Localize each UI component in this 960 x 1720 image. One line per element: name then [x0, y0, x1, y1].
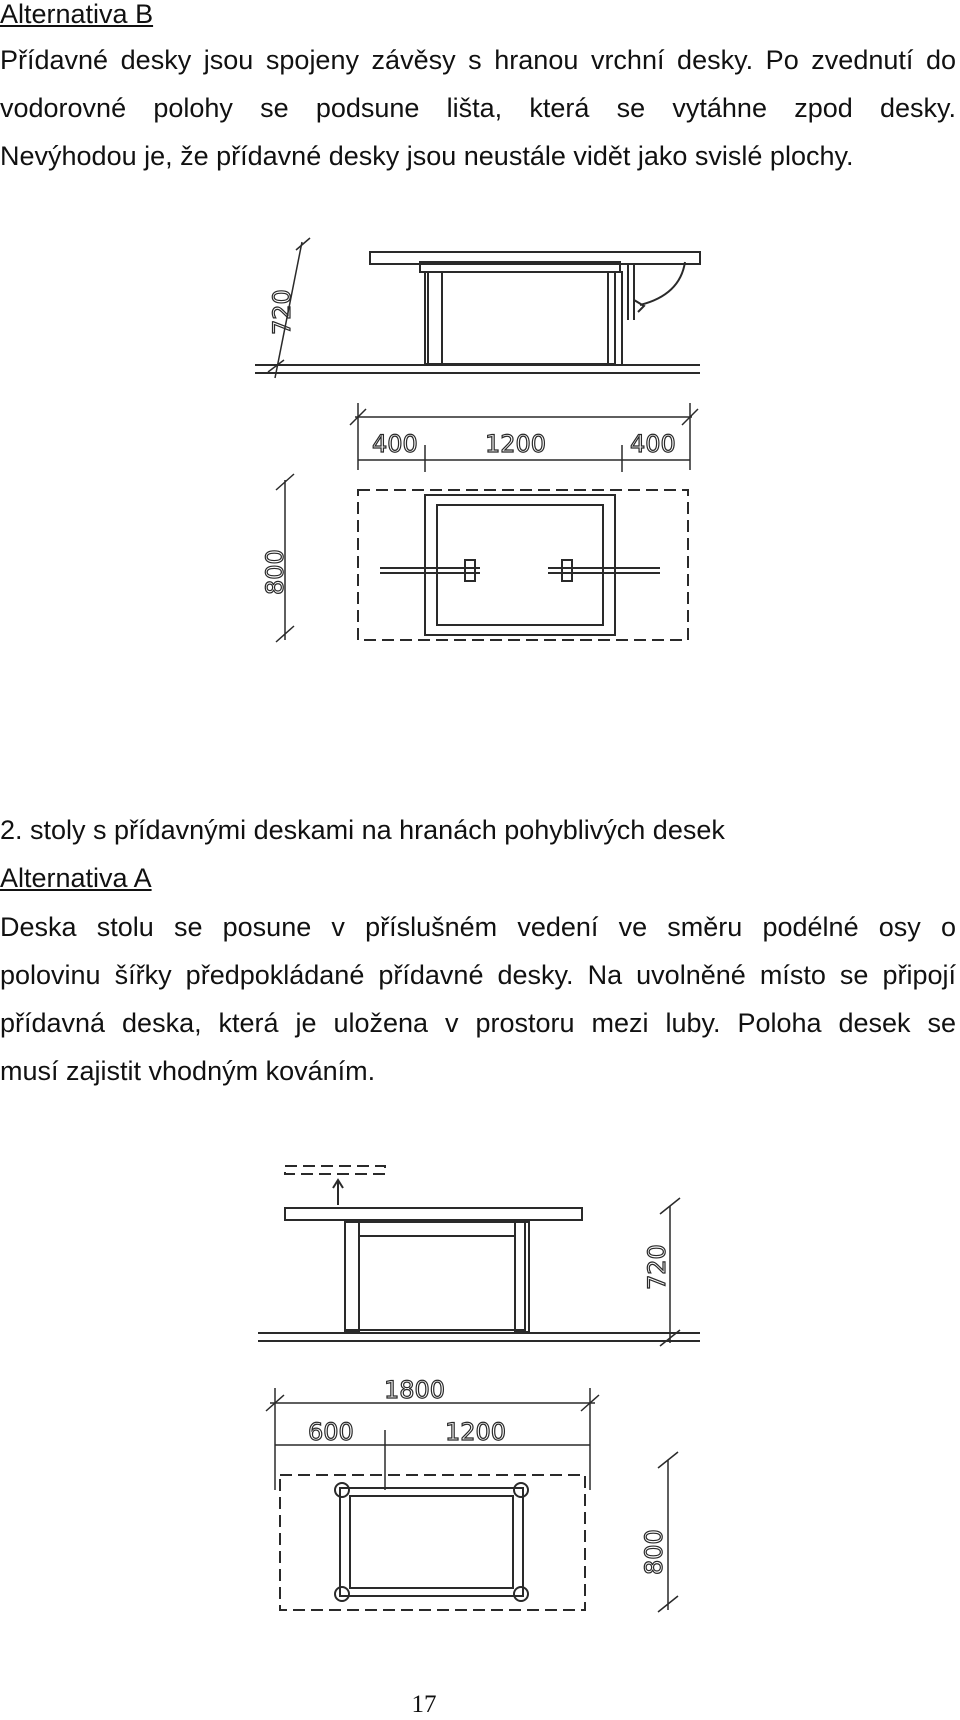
dimension-label: 800: [261, 549, 289, 595]
depth-dimension: [640, 1452, 678, 1612]
paragraph-alternativa-a: [0, 903, 956, 1095]
heading-alternativa-a: Alternativa A: [0, 863, 152, 893]
page-number: 17: [411, 1691, 437, 1718]
height-dimension: [268, 238, 310, 378]
paragraph-line: musí zajistit vhodným kováním.: [0, 1056, 376, 1086]
paragraph-line: polovinu šířky předpokládané přídavné desky. Na uvolněné místo se připojí: [0, 960, 956, 990]
dimension-label: 400: [372, 430, 418, 458]
dimension-label: 720: [643, 1244, 671, 1290]
section-title: 2. stoly s přídavnými deskami na hranách pohyblivých desek: [0, 815, 725, 845]
dimension-label: 1200: [445, 1418, 507, 1446]
width-dimensions: [266, 1376, 599, 1490]
dimension-label: 1200: [485, 430, 547, 458]
paragraph-line: Nevýhodou je, že přídavné desky jsou neustále vidět jako svislé plochy.: [0, 141, 854, 171]
tabletop-plan: [280, 1475, 585, 1610]
paragraph-alternativa-b: [0, 36, 956, 180]
dimension-label: 1800: [384, 1376, 446, 1404]
depth-dimension: [261, 474, 294, 642]
tabletop-elevation: [370, 252, 700, 365]
paragraph-line: Přídavné desky jsou spojeny závěsy s hranou vrchní desky. Po zvednutí do: [0, 45, 956, 75]
floor-line: [258, 1333, 700, 1341]
dimension-label: 600: [308, 1418, 354, 1446]
dimension-label: 800: [640, 1529, 668, 1575]
stored-leaf: [285, 1166, 385, 1205]
height-dimension: [643, 1198, 680, 1346]
tabletop-elevation: [285, 1208, 582, 1332]
heading-alternativa-b: Alternativa B: [0, 0, 154, 29]
tabletop-plan: [358, 490, 688, 640]
paragraph-line: přídavná deska, která je uložena v prostoru mezi luby. Poloha desek se: [0, 1008, 956, 1038]
figure-sliding-top-table: [0, 1150, 960, 1630]
figure-hinged-leaf-table: [0, 230, 960, 650]
paragraph-line: vodorovné polohy se podsune lišta, která se vytáhne zpod desky.: [0, 93, 956, 123]
width-dimensions: [350, 403, 698, 472]
paragraph-line: Deska stolu se posune v příslušném vedení ve směru podélné osy o: [0, 912, 956, 942]
dimension-label: 400: [630, 430, 676, 458]
dimension-label: 720: [268, 289, 296, 335]
floor-line: [255, 365, 700, 373]
